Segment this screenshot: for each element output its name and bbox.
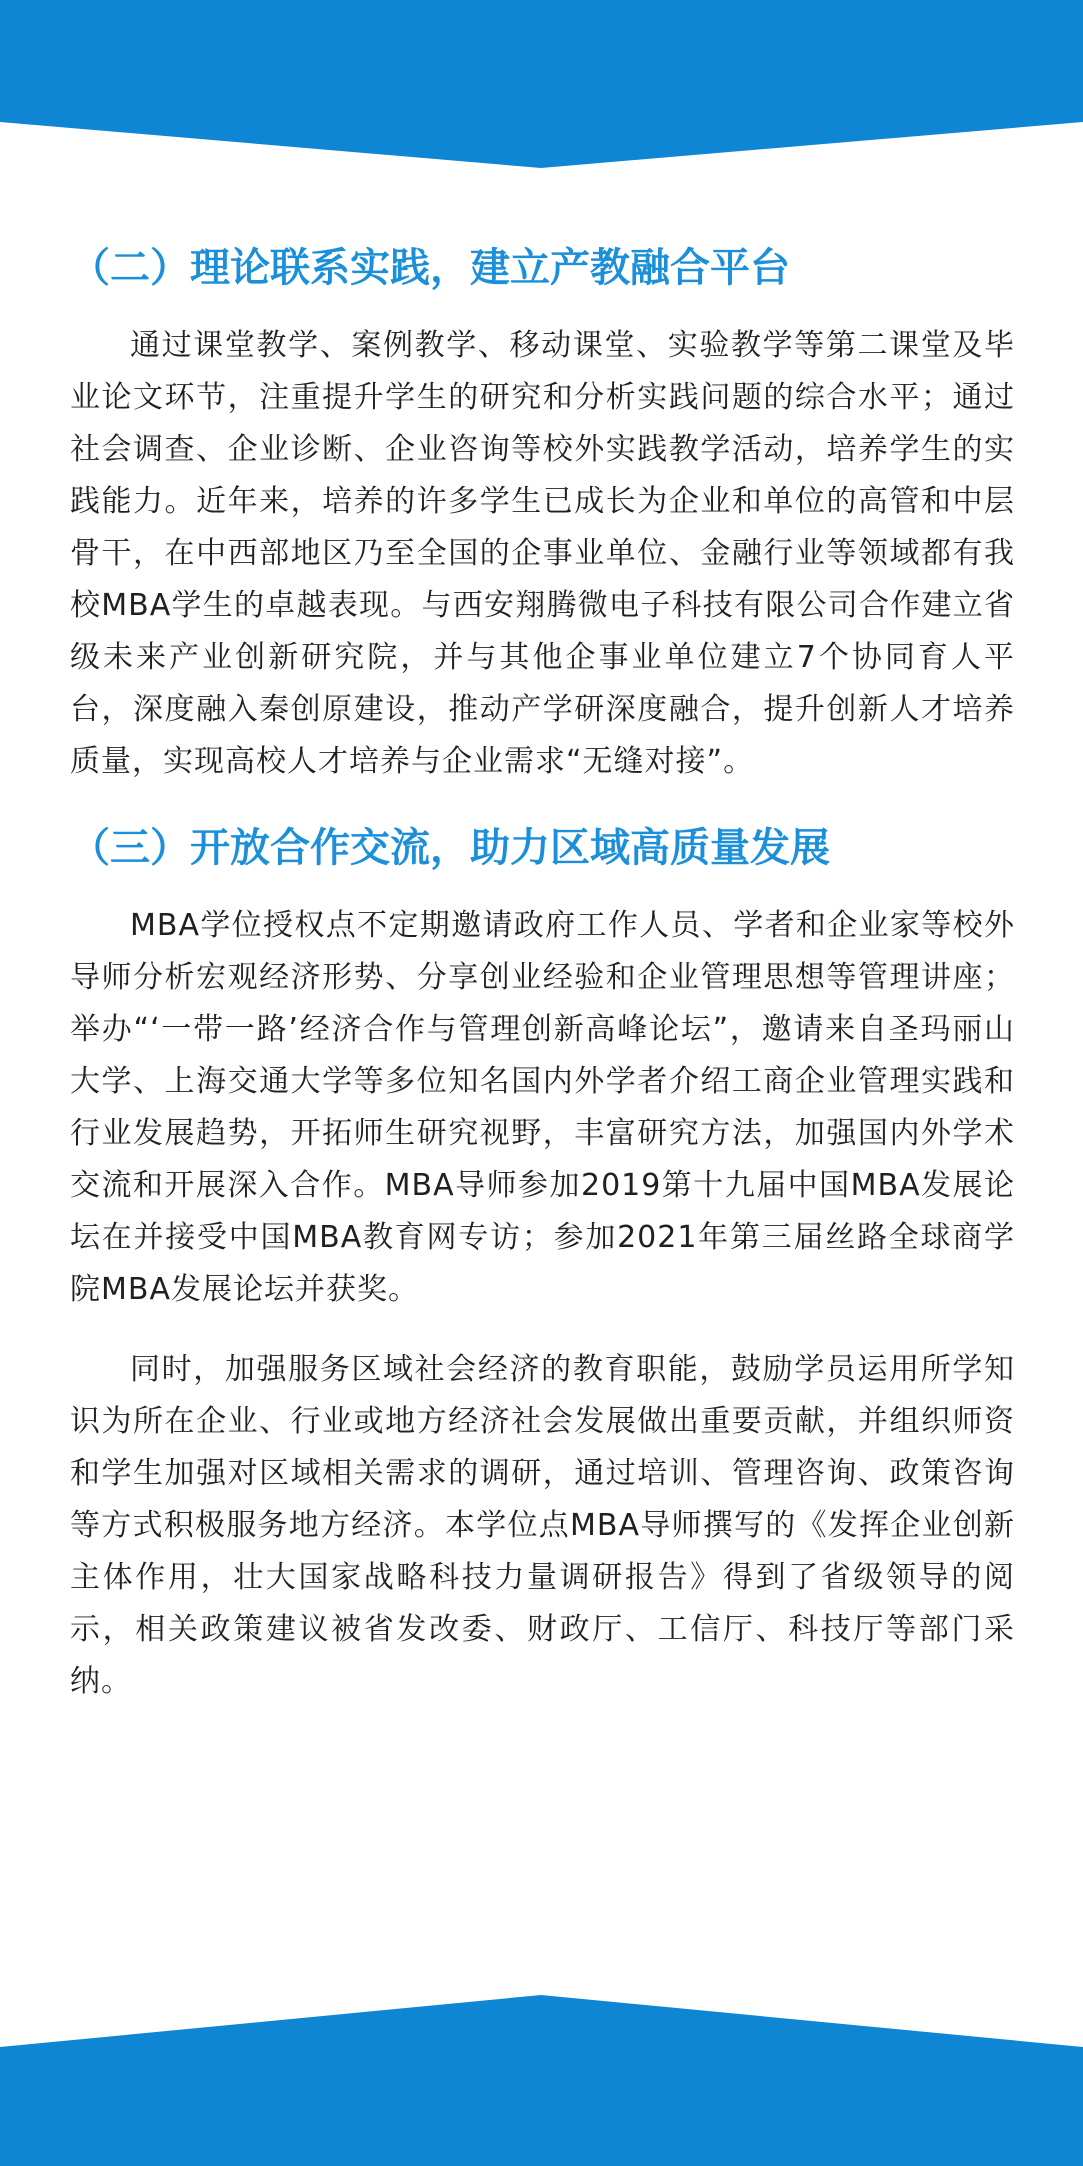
section-heading: （三）开放合作交流，助力区域高质量发展: [70, 825, 830, 871]
section-heading: （二）理论联系实践，建立产教融合平台: [70, 245, 790, 291]
section-2: [70, 236, 1015, 788]
paragraph: 同时，加强服务区域社会经济的教育职能，鼓励学员运用所学知识为所在企业、行业或地方经济社会发展做出重要贡献，并组织师资和学生加强对区域相关需求的调研，通过培训、管理咨询、政策咨询等方式积极服务地方经济。本学位点MBA导师撰写的《发挥企业创新主体作用，壮大国家战略科技力量调研报告》得到了省级领导的阅示，相关政策建议被省发改委、财政厅、工信厅、科技厅等部门采纳。: [70, 1352, 1015, 1699]
bottom-banner: [0, 1995, 1083, 2166]
document-body: [70, 236, 1015, 1736]
paragraph: 通过课堂教学、案例教学、移动课堂、实验教学等第二课堂及毕业论文环节，注重提升学生的研究和分析实践问题的综合水平；通过社会调查、企业诊断、企业咨询等校外实践教学活动，培养学生的实践能力。近年来，培养的许多学生已成长为企业和单位的高管和中层骨干，在中西部地区乃至全国的企事业单位、金融行业等领域都有我校MBA学生的卓越表现。与西安翔腾微电子科技有限公司合作建立省级未来产业创新研究院，并与其他企事业单位建立7个协同育人平台，深度融入秦创原建设，推动产学研深度融合，提升创新人才培养质量，实现高校人才培养与企业需求“无缝对接”。: [70, 328, 1015, 779]
paragraph: MBA学位授权点不定期邀请政府工作人员、学者和企业家等校外导师分析宏观经济形势、分享创业经验和企业管理思想等管理讲座；举办“‘一带一路’经济合作与管理创新高峰论坛”，邀请来自圣玛丽山大学、上海交通大学等多位知名国内外学者介绍工商企业管理实践和行业发展趋势，开拓师生研究视野，丰富研究方法，加强国内外学术交流和开展深入合作。MBA导师参加2019第十九届中国MBA发展论坛在并接受中国MBA教育网专访；参加2021年第三届丝路全球商学院MBA发展论坛并获奖。: [70, 908, 1015, 1307]
top-banner: [0, 0, 1083, 170]
section-3: [70, 816, 1015, 1708]
